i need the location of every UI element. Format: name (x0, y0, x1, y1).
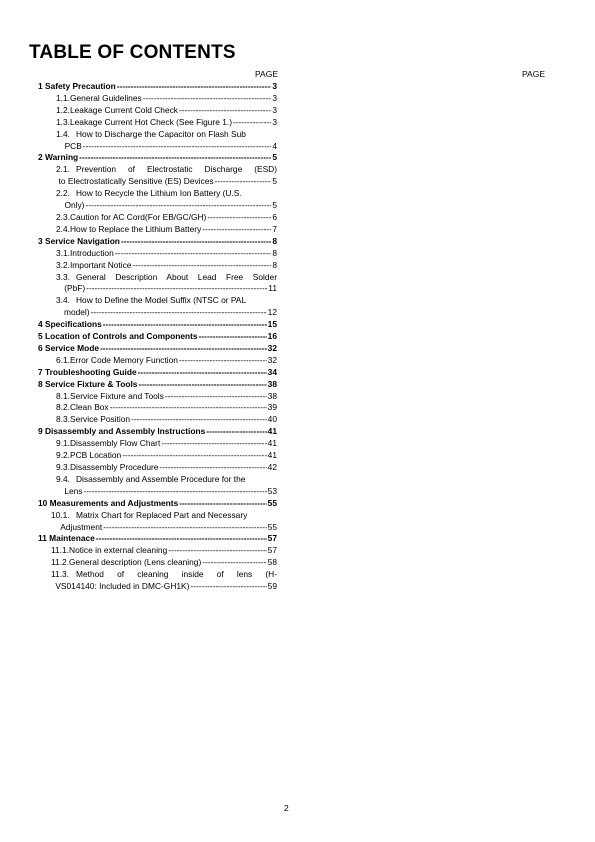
dot-leader (91, 307, 267, 319)
toc-page-number: 6 (272, 211, 277, 222)
dot-leader (122, 450, 266, 462)
toc-title: PCB (64, 140, 82, 151)
toc-title: 9 Disassembly and Assembly Instructions (38, 426, 206, 437)
toc-title: Method of cleaning inside of lens (H- (76, 569, 277, 580)
toc-page-number: 34 (267, 366, 277, 377)
toc-subsection[interactable] (29, 450, 277, 462)
toc-subsection[interactable] (29, 510, 277, 534)
toc-page-number: 38 (267, 390, 277, 401)
toc-subsection[interactable] (29, 569, 277, 593)
toc-page-number: 5 (272, 200, 277, 211)
toc-subsection[interactable] (29, 260, 277, 272)
dot-leader (165, 391, 267, 403)
dot-leader (79, 152, 271, 164)
dot-leader (190, 581, 266, 593)
toc-page-number: 40 (267, 414, 277, 425)
toc-subsection[interactable] (29, 414, 277, 426)
dot-leader (132, 260, 271, 272)
dot-leader (215, 176, 272, 188)
toc-title: 1 Safety Precaution (38, 81, 116, 91)
toc-title: (PbF) (64, 283, 86, 294)
toc-number: 10.1. (51, 509, 70, 520)
dot-leader (161, 438, 266, 450)
toc-section[interactable] (29, 236, 277, 248)
toc-page-number: 41 (267, 426, 277, 437)
toc-title: Matrix Chart for Replaced Part and Necessary (76, 509, 248, 520)
dot-leader (179, 498, 266, 510)
toc-number: 2.1. (56, 164, 70, 175)
toc-number: 1.2. (56, 104, 70, 115)
toc-number: 3.3. (56, 271, 70, 282)
toc-number: 9.3. (56, 462, 70, 472)
toc-number: 1.3. (56, 116, 70, 127)
toc-subsection[interactable] (29, 188, 277, 212)
toc-title: model) (63, 307, 90, 318)
dot-leader (115, 248, 272, 260)
toc-title: How to Discharge the Capacitor on Flash Sub (76, 128, 246, 139)
toc-number: 3.1. (56, 247, 70, 258)
dot-leader (143, 93, 272, 105)
toc-section[interactable] (29, 533, 277, 545)
dot-leader (159, 462, 266, 474)
dot-leader (86, 283, 267, 295)
toc-title: Introduction (69, 247, 114, 258)
dot-leader (110, 402, 267, 414)
dot-leader (96, 533, 267, 545)
toc-page-number: 7 (272, 223, 277, 234)
toc-title: Service Position (69, 414, 131, 425)
dot-leader (179, 355, 267, 367)
page-title: TABLE OF CONTENTS (29, 42, 236, 63)
toc-section[interactable] (29, 498, 277, 510)
toc-title: 2 Warning (38, 152, 79, 163)
toc-subsection[interactable] (29, 93, 277, 105)
toc-page-number: 32 (267, 342, 277, 353)
toc-number: 1.1. (56, 92, 70, 103)
toc-title: PCB Location (69, 450, 122, 461)
toc-number: 2.4. (56, 223, 70, 234)
toc-page-number: 5 (272, 176, 277, 187)
dot-leader (100, 343, 267, 355)
dot-leader (85, 200, 271, 212)
toc-page-number: 38 (267, 378, 277, 389)
dot-leader (121, 236, 271, 248)
toc-subsection[interactable] (29, 391, 277, 403)
toc-page-number: 57 (267, 545, 277, 556)
toc-page-number: 41 (267, 450, 277, 461)
toc-section[interactable] (29, 379, 277, 391)
toc-title: 3 Service Navigation (38, 235, 120, 246)
toc-title: Adjustment (60, 521, 103, 532)
toc-title: 10 Measurements and Adjustments (38, 497, 179, 508)
toc-page-number: 8 (272, 235, 277, 246)
toc-title: General Guidelines (69, 92, 142, 103)
dot-leader (168, 545, 266, 557)
toc-page-number: 15 (267, 319, 277, 330)
toc-title: Service Fixture and Tools (69, 390, 164, 401)
toc-title: 6 Service Mode (38, 342, 99, 353)
toc-subsection[interactable] (29, 438, 277, 450)
toc-page-number: 4 (272, 140, 277, 151)
toc-title: How to Define the Model Suffix (NTSC or PAL (76, 295, 247, 306)
toc-number: 2.3. (56, 211, 70, 222)
toc-subsection[interactable] (29, 402, 277, 414)
toc-title: Only) (64, 200, 85, 211)
toc-page-number: 53 (267, 485, 277, 496)
toc-subsection[interactable] (29, 248, 277, 260)
toc-number: 11.1. (51, 545, 70, 556)
toc-page-number: 11 (268, 283, 277, 294)
dot-leader (131, 414, 267, 426)
dot-leader (202, 557, 266, 569)
toc-title: Disassembly Procedure (69, 462, 159, 472)
dot-leader (179, 105, 271, 117)
page-column-header: PAGE (255, 69, 278, 79)
dot-leader (138, 379, 266, 391)
toc-number: 8.1. (56, 390, 70, 401)
toc-number: 3.4. (56, 295, 70, 306)
toc-subsection[interactable] (29, 117, 277, 129)
dot-leader (83, 486, 266, 498)
toc-title: Leakage Current Cold Check (69, 104, 178, 115)
toc-subsection[interactable] (29, 164, 277, 188)
toc-page-number: 55 (267, 521, 277, 532)
toc-title: 5 Location of Controls and Components (38, 331, 198, 342)
toc-page-number: 12 (267, 307, 277, 318)
toc-title: Error Code Memory Function (69, 354, 178, 365)
dot-leader (199, 331, 267, 343)
toc-subsection[interactable] (29, 355, 277, 367)
toc-subsection[interactable] (29, 474, 277, 498)
toc-section[interactable] (29, 367, 277, 379)
dot-leader (83, 141, 272, 153)
toc-page-number: 58 (267, 557, 277, 568)
toc-title: How to Recycle the Lithium Ion Battery (U.S. (76, 188, 242, 199)
toc-title: to Electrostatically Sensitive (ES) Devices (58, 176, 214, 187)
toc-page-number: 16 (267, 331, 277, 342)
dot-leader (233, 117, 271, 129)
toc-subsection[interactable] (29, 295, 277, 319)
toc-number: 9.1. (56, 438, 70, 449)
toc-title: Notice in external cleaning (69, 545, 168, 556)
toc-number: 2.2. (56, 188, 70, 199)
toc-number: 11.3. (51, 569, 70, 580)
toc-page-number: 57 (267, 533, 277, 544)
toc-number: 3.2. (56, 259, 70, 270)
toc-title: Lens (64, 485, 83, 496)
toc-number: 1.4. (56, 128, 70, 139)
toc-title: General description (Lens cleaning) (69, 557, 202, 568)
toc-title: Disassembly Flow Chart (69, 438, 161, 449)
toc-title: Caution for AC Cord(For EB/GC/GH) (69, 211, 207, 222)
toc-title: 11 Maintenace (38, 533, 95, 544)
toc-subsection[interactable] (29, 545, 277, 557)
dot-leader (103, 522, 266, 534)
toc-page-number: 3 (272, 116, 277, 127)
toc-number: 11.2. (51, 557, 70, 568)
dot-leader (207, 212, 271, 224)
toc-page-number: 5 (272, 152, 277, 163)
toc-section[interactable] (29, 343, 277, 355)
toc-page-number: 8 (272, 259, 277, 270)
toc-page-number: 41 (267, 438, 277, 449)
toc-title: VS014140: Included in DMC-GH1K) (55, 581, 190, 592)
toc-title: Disassembly and Assemble Procedure for the (76, 473, 246, 484)
toc-title: How to Replace the Lithium Battery (69, 223, 202, 234)
toc-subsection[interactable] (29, 557, 277, 569)
toc-number: 6.1. (56, 354, 70, 365)
dot-leader (117, 81, 272, 93)
toc-number: 8.2. (56, 402, 70, 413)
toc-title: Leakage Current Hot Check (See Figure 1.) (69, 116, 232, 127)
toc-subsection[interactable] (29, 212, 277, 224)
toc-section[interactable] (29, 331, 277, 343)
toc-page-number: 55 (267, 497, 277, 508)
dot-leader (206, 426, 266, 438)
toc-number: 9.4. (56, 473, 70, 484)
dot-leader (138, 367, 267, 379)
toc-subsection[interactable] (29, 224, 277, 236)
toc-title: General Description About Lead Free Solder (76, 271, 277, 282)
toc-section[interactable] (29, 319, 277, 331)
toc-page-number: 42 (267, 462, 277, 472)
toc-section[interactable] (29, 426, 277, 438)
toc-page-number: 3 (272, 81, 277, 91)
toc-page-number: 8 (272, 247, 277, 258)
table-of-contents (29, 81, 277, 593)
toc-number: 9.2. (56, 450, 70, 461)
toc-title: Clean Box (69, 402, 109, 413)
toc-subsection[interactable] (29, 105, 277, 117)
toc-subsection[interactable] (29, 462, 277, 474)
page-number: 2 (284, 803, 289, 813)
toc-page-number: 3 (272, 92, 277, 103)
toc-subsection[interactable] (29, 129, 277, 153)
toc-page-number: 59 (267, 581, 277, 592)
toc-title: Prevention of Electrostatic Discharge (ESD) (76, 164, 277, 175)
toc-section[interactable] (29, 81, 277, 93)
toc-page-number: 3 (272, 104, 277, 115)
toc-page-number: 39 (267, 402, 277, 413)
toc-subsection[interactable] (29, 272, 277, 296)
dot-leader (103, 319, 267, 331)
toc-title: 7 Troubleshooting Guide (38, 366, 137, 377)
toc-number: 8.3. (56, 414, 70, 425)
toc-page-number: 32 (267, 354, 277, 365)
toc-title: Important Notice (69, 259, 132, 270)
toc-section[interactable] (29, 152, 277, 164)
toc-title: 4 Specifications (38, 319, 102, 330)
page-column-header-right: PAGE (522, 69, 545, 79)
dot-leader (202, 224, 271, 236)
toc-title: 8 Service Fixture & Tools (38, 378, 138, 389)
